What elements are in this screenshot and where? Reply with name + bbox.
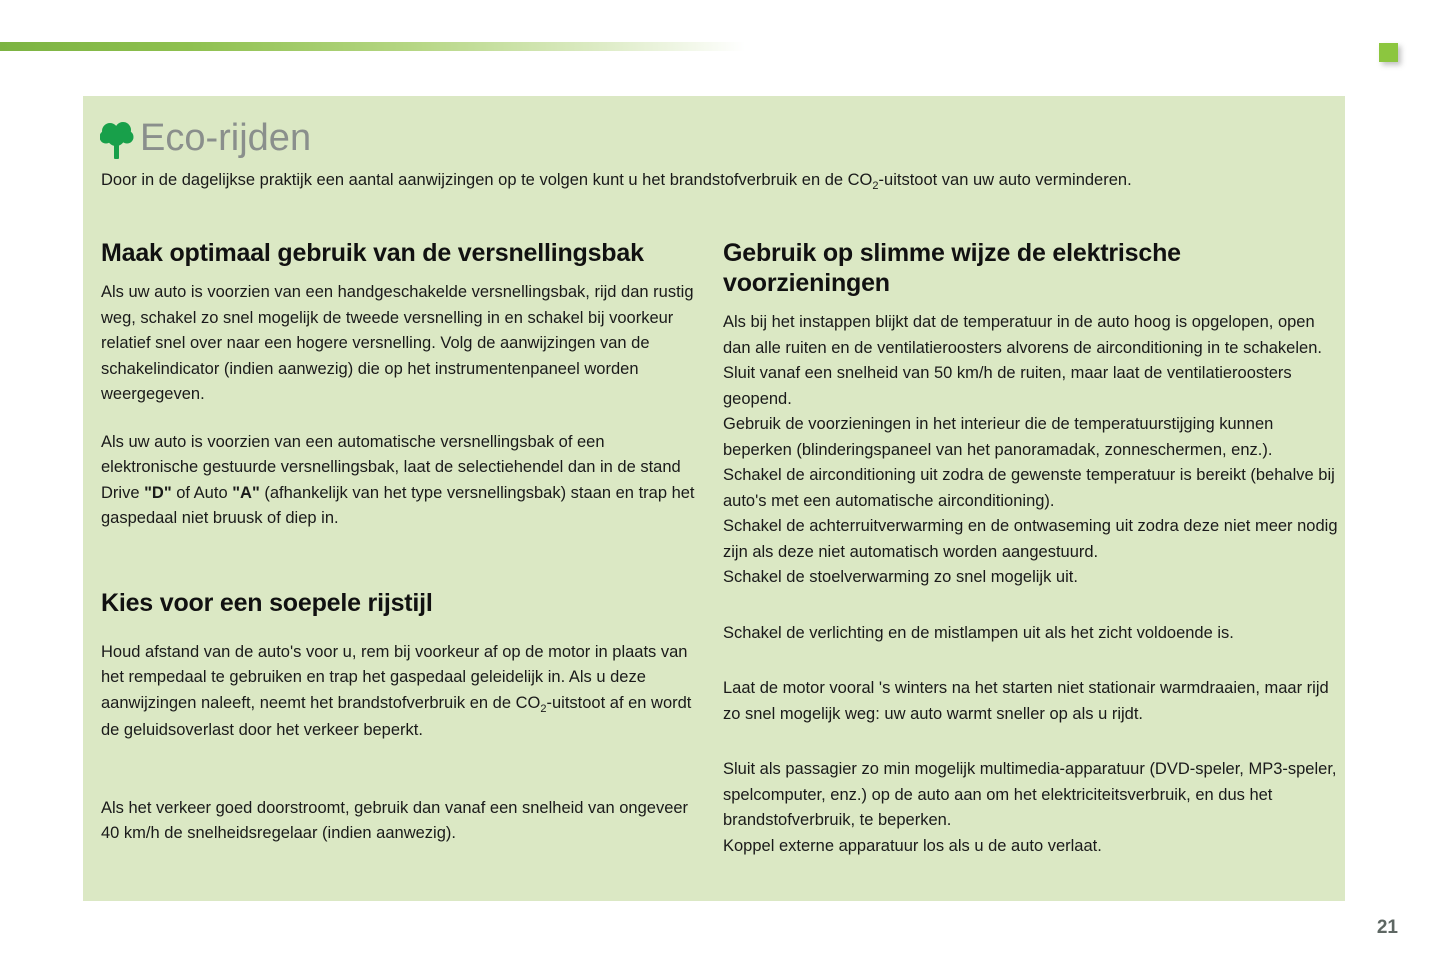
right-paragraph-multimedia: Sluit als passagier zo min mogelijk multimedia-apparatuur (DVD-speler, MP3-speler, spelcomputer, enz.) op de auto aan om het elektriciteitsverbruik, en dus het brandstofverbruik, te beperken. xyxy=(723,760,1337,829)
left-spacer xyxy=(101,766,701,796)
left-paragraph-cruise-control: Als het verkeer goed doorstroomt, gebruik dan vanaf een snelheid van ongeveer 40 km/h de snelheidsregelaar (indien aanwezig). xyxy=(101,798,689,842)
left-paragraph-manual-gearbox: Als uw auto is voorzien van een handgeschakelde versnellingsbak, rijd dan rustig weg, schakel zo snel mogelijk de tweede versnelling in en schakel bij voorkeur relatief snel over naar een hogere versnelling. Volg de aanwijzingen van de schakelindicator (indien aanwezig) die op het instrumentenpaneel worden weergegeven. xyxy=(101,283,694,403)
auto-gearbox-part3: (afhankelijk van het type versnellingsbak) staan en trap het gaspedaal niet bruusk of diep in. xyxy=(101,483,695,527)
right-heading-electrical: Gebruik op slimme wijze de elektrische voorzieningen xyxy=(723,239,1181,297)
auto-gearbox-part1: Als uw auto is voorzien van een automatische versnellingsbak of een elektronische gestuurde versnellingsbak, laat de selectiehendel dan in de stand Drive xyxy=(101,432,681,502)
right-paragraph-interior-features: Gebruik de voorzieningen in het interieur die de temperatuurstijging kunnen beperken (blinderingspaneel van het panoramadak, zonneschermen, enz.). xyxy=(723,415,1274,459)
right-paragraph-seat-heating: Schakel de stoelverwarming zo snel mogelijk uit. xyxy=(723,568,1078,586)
subtitle-text-before: Door in de dagelijkse praktijk een aantal aanwijzingen op te volgen kunt u het brandstofverbruik en de CO xyxy=(101,171,873,189)
right-spacer-3 xyxy=(723,727,1338,757)
auto-a-label: "A" xyxy=(232,483,260,502)
right-paragraph-disconnect: Koppel externe apparatuur los als u de auto verlaat. xyxy=(723,836,1102,855)
page-title: Eco-rijden xyxy=(140,117,312,159)
page-header xyxy=(100,118,1317,164)
left-paragraph-automatic-gearbox xyxy=(101,430,701,532)
left-paragraph-distance xyxy=(101,640,701,744)
right-column xyxy=(723,238,1338,859)
subtitle-subscript: 2 xyxy=(872,180,879,192)
top-decorative-band xyxy=(0,42,745,51)
distance-part2: -uitstoot af en wordt de geluidsoverlast door het verkeer beperkt. xyxy=(101,693,692,739)
content-columns xyxy=(101,238,1338,859)
subtitle-text-after: -uitstoot van uw auto verminderen. xyxy=(878,171,1132,189)
co2-subscript-left: 2 xyxy=(540,702,547,715)
left-column xyxy=(101,238,701,859)
right-paragraph-airconditioning: Schakel de airconditioning uit zodra de gewenste temperatuur is bereikt (behalve bij auto's met een automatische airconditioning). xyxy=(723,466,1335,510)
left-heading-gearbox: Maak optimaal gebruik van de versnellingsbak xyxy=(101,239,644,267)
right-paragraph-rear-heating: Schakel de achterruitverwarming en de ontwaseming uit zodra deze niet meer nodig zijn als deze niet automatisch worden aangestuurd. xyxy=(723,517,1338,561)
right-paragraph-windows: Sluit vanaf een snelheid van 50 km/h de ruiten, maar laat de ventilatieroosters geopend. xyxy=(723,364,1292,408)
distance-part1: Houd afstand van de auto's voor u, rem bij voorkeur af op de motor in plaats van het rempedaal te gebruiken en trap het gaspedaal geleidelijk in. Als u deze aanwijzingen naleeft, neemt het brandstofverbruik en de CO xyxy=(101,642,688,712)
right-paragraph-temperature: Als bij het instappen blijkt dat de temperatuur in de auto hoog is opgelopen, open dan alle ruiten en de ventilatieroosters alvorens de airconditioning in te schakelen. xyxy=(723,313,1322,357)
right-spacer-1 xyxy=(723,591,1338,621)
right-paragraph-lighting: Schakel de verlichting en de mistlampen uit als het zicht voldoende is. xyxy=(723,623,1234,642)
eco-driving-panel xyxy=(83,96,1345,901)
right-spacer-2 xyxy=(723,646,1338,676)
tree-icon xyxy=(100,121,134,159)
auto-gearbox-part2: of Auto xyxy=(171,483,233,502)
corner-square-marker xyxy=(1379,43,1398,62)
drive-d-label: "D" xyxy=(144,483,172,502)
page-subtitle xyxy=(101,170,1317,192)
left-heading-driving-style: Kies voor een soepele rijstijl xyxy=(101,588,433,617)
right-paragraph-engine-warmup: Laat de motor vooral 's winters na het starten niet stationair warmdraaien, maar rijd zo snel mogelijk weg: uw auto warmt sneller op als u rijdt. xyxy=(723,679,1329,723)
page-number: 21 xyxy=(1376,917,1398,938)
